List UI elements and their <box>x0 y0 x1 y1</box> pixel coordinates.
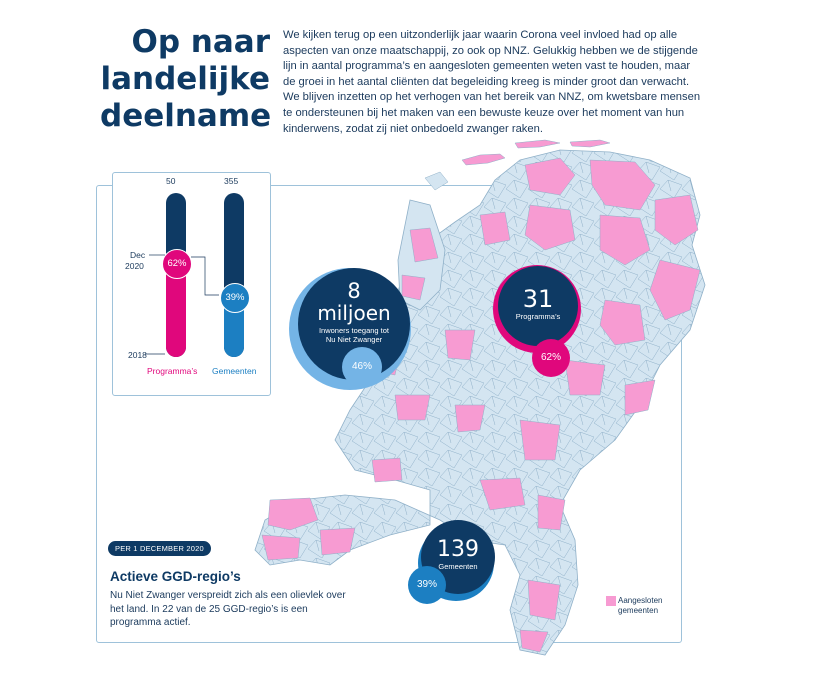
region-description: Nu Niet Zwanger verspreidt zich als een olievlek over het land. In 22 van de 25 GGD-regio’s is een programma actief. <box>110 590 346 628</box>
inwoners-unit: miljoen <box>317 301 391 325</box>
page-title-line: Op naar <box>131 24 270 60</box>
date-top-month: Dec <box>130 250 146 260</box>
gemeenten-caption: Gemeenten <box>438 562 478 571</box>
region-title: Actieve GGD-regio’s <box>110 569 241 584</box>
page-title-line: deelname <box>100 98 272 134</box>
intro-text: We kijken terug op een uitzonderlijk jaar waarin Corona veel invloed had op alle aspecten van onze maatschappij, zo ook op NNZ. Gelukkig hebben we de stijgende lijn in aantal programma’s en aangesloten gemeenten weten vast te houden, maar de groei in het aantal cliënten dat begeleiding kreeg is minder groot dan verwacht. We blijven inzetten op het verhogen van het bereik van NNZ, om kwetsbare mensen te ondersteunen bij het maken van een bewuste keuze over het moment van hun kinderwens, zodat zij niet onbedoeld zwanger raken. <box>283 29 701 135</box>
gemeenten-percent-badge <box>408 566 446 604</box>
legend-label: Aangesloten gemeenten <box>618 596 663 615</box>
legend-swatch <box>606 596 616 606</box>
connector-lines <box>113 173 270 395</box>
inwoners-value: 8 <box>347 279 361 303</box>
date-bottom: 2018 <box>128 350 147 360</box>
programmas-stat <box>498 266 578 346</box>
programmas-percent-badge <box>532 339 570 377</box>
programmas-percent: 62% <box>167 258 187 269</box>
date-top-year: 2020 <box>125 261 144 271</box>
programmas-value: 31 <box>522 285 554 313</box>
gemeenten-stat-percent: 39% <box>416 579 437 590</box>
inwoners-percent-badge <box>342 347 382 387</box>
inwoners-percent: 46% <box>351 361 372 372</box>
programmas-max-label: 50 <box>166 176 176 186</box>
programmas-stat-percent: 62% <box>540 352 561 363</box>
inwoners-caption: Inwoners toegang tot Nu Niet Zwanger <box>318 326 390 344</box>
gemeenten-label: Gemeenten <box>212 366 257 376</box>
page-title-line: landelijke <box>100 61 270 97</box>
gemeenten-percent: 39% <box>225 292 245 303</box>
programmas-caption: Programma’s <box>515 312 561 321</box>
progress-panel <box>112 172 271 396</box>
date-badge: PER 1 DECEMBER 2020 <box>108 541 211 556</box>
gemeenten-value: 139 <box>437 537 479 562</box>
programmas-label: Programma’s <box>147 366 198 376</box>
gemeenten-max-label: 355 <box>224 176 239 186</box>
